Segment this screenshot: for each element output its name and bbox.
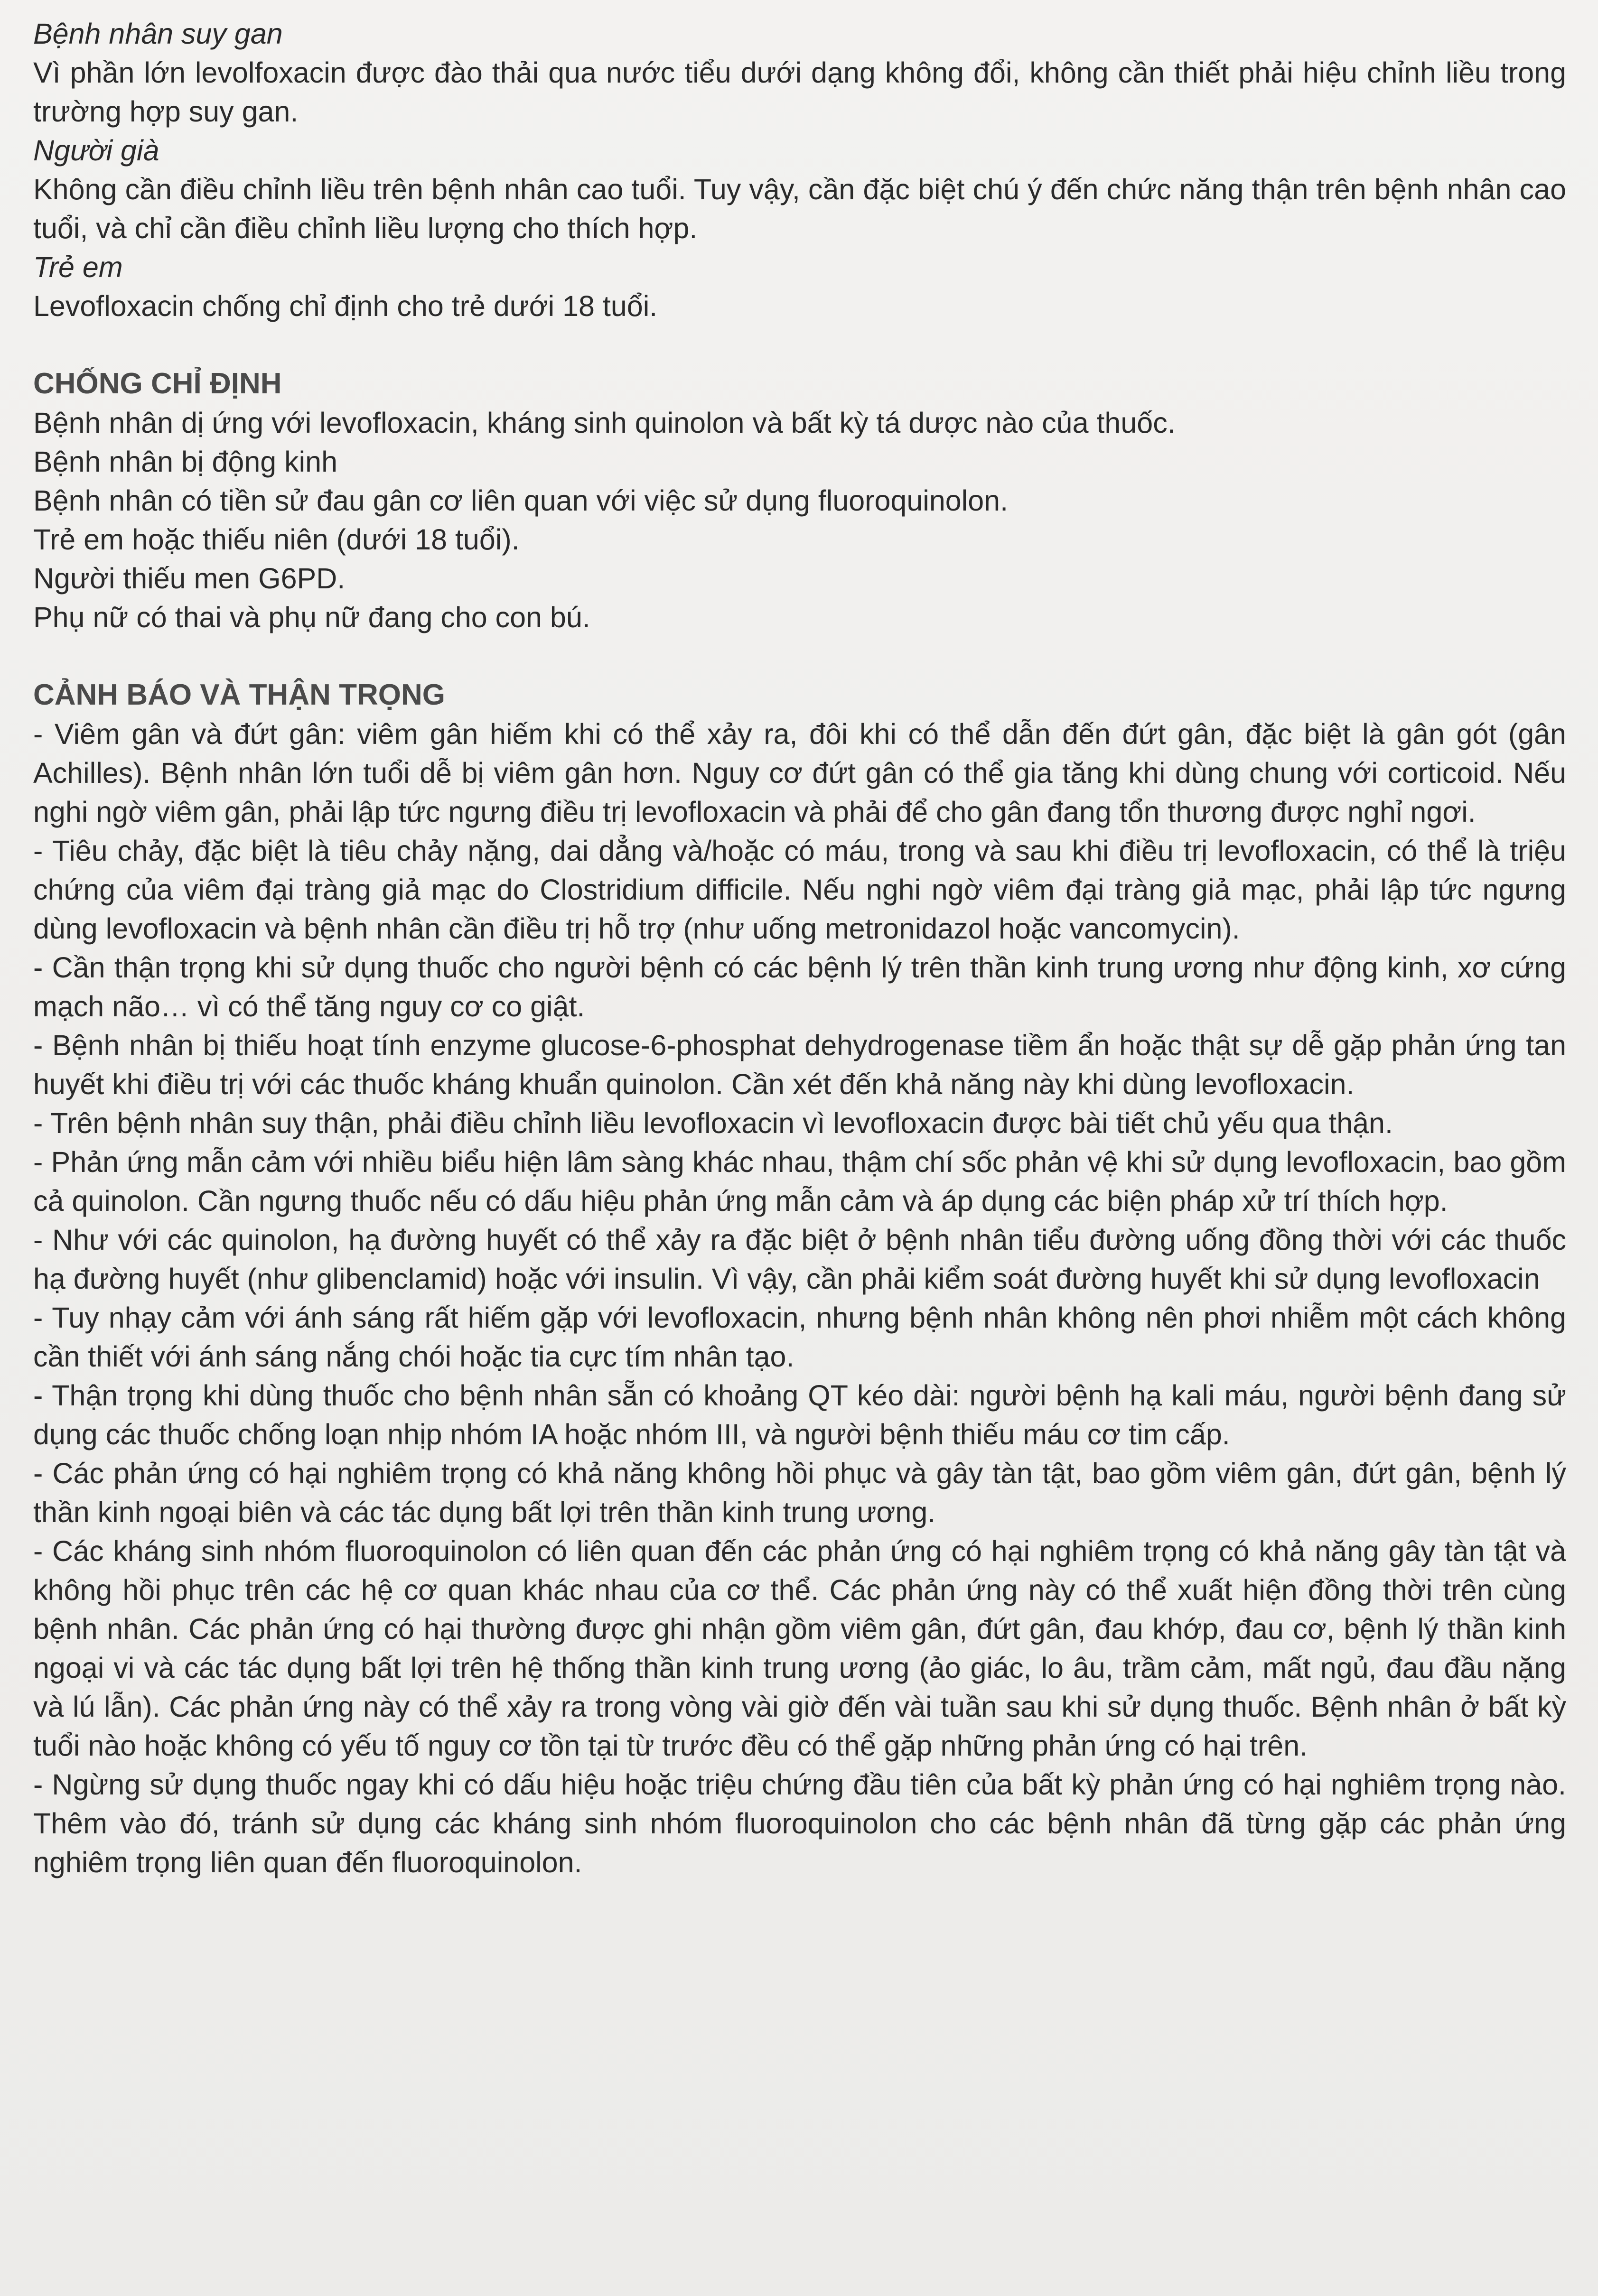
warning-item: - Các kháng sinh nhóm fluoroquinolon có liên quan đến các phản ứng có hại nghiêm trọng có khả năng gây tàn tật và không hồi phục trên các hệ cơ quan khác nhau của cơ thể. Các phản ứng này có thể xuất hiện đồng thời trên cùng bệnh nhân. Các phản ứng có hại thường được ghi nhận gồm viêm gân, đứt gân, đau khớp, đau cơ, bệnh lý thần kinh ngoại vi và các tác dụng bất lợi trên hệ thống thần kinh trung ương (ảo giác, lo âu, trầm cảm, mất ngủ, đau đầu nặng và lú lẫn). Các phản ứng này có thể xảy ra trong vòng vài giờ đến vài tuần sau khi sử dụng thuốc. Bệnh nhân ở bất kỳ tuổi nào hoặc không có yếu tố nguy cơ tồn tại từ trước đều có thể gặp những phản ứng có hại trên. [33,1535,1566,1762]
heading-warnings: CẢNH BÁO VÀ THẬN TRỌNG [33,679,445,711]
subheading-elderly: Người già [33,134,159,167]
contraindication-item: Bệnh nhân bị động kinh [33,446,338,478]
contraindication-item: Bệnh nhân có tiền sử đau gân cơ liên quan với việc sử dụng fluoroquinolon. [33,484,1009,517]
contraindication-item: Trẻ em hoặc thiếu niên (dưới 18 tuổi). [33,523,520,556]
paragraph-children: Levofloxacin chống chỉ định cho trẻ dưới 18 tuổi. [33,290,658,322]
warning-item: - Cần thận trọng khi sử dụng thuốc cho người bệnh có các bệnh lý trên thần kinh trung ương như động kinh, xơ cứng mạch não… vì có thể tăng nguy cơ co giật. [33,951,1566,1023]
subheading-liver: Bệnh nhân suy gan [33,18,283,50]
heading-contraindications: CHỐNG CHỈ ĐỊNH [33,367,282,400]
warning-item: - Phản ứng mẫn cảm với nhiều biểu hiện lâm sàng khác nhau, thậm chí sốc phản vệ khi sử dụng levofloxacin, bao gồm cả quinolon. Cần ngưng thuốc nếu có dấu hiệu phản ứng mẫn cảm và áp dụng các biện pháp xử trí thích hợp. [33,1146,1566,1217]
warning-item: - Bệnh nhân bị thiếu hoạt tính enzyme glucose-6-phosphat dehydrogenase tiềm ẩn hoặc thật sự dễ gặp phản ứng tan huyết khi điều trị với các thuốc kháng khuẩn quinolon. Cần xét đến khả năng này khi dùng levofloxacin. [33,1029,1566,1100]
warning-item: - Ngừng sử dụng thuốc ngay khi có dấu hiệu hoặc triệu chứng đầu tiên của bất kỳ phản ứng có hại nghiêm trọng nào. Thêm vào đó, tránh sử dụng các kháng sinh nhóm fluoroquinolon cho các bệnh nhân đã từng gặp các phản ứng nghiêm trọng liên quan đến fluoroquinolon. [33,1768,1566,1878]
paragraph-liver: Vì phần lớn levolfoxacin được đào thải qua nước tiểu dưới dạng không đổi, không cần thiết phải hiệu chỉnh liều trong trường hợp suy gan. [33,56,1566,128]
contraindication-item: Người thiếu men G6PD. [33,562,346,595]
warning-item: - Trên bệnh nhân suy thận, phải điều chỉnh liều levofloxacin vì levofloxacin được bài tiết chủ yếu qua thận. [33,1107,1393,1139]
warning-item: - Các phản ứng có hại nghiêm trọng có khả năng không hồi phục và gây tàn tật, bao gồm viêm gân, đứt gân, bệnh lý thần kinh ngoại biên và các tác dụng bất lợi trên thần kinh trung ương. [33,1457,1566,1528]
warning-item: - Tiêu chảy, đặc biệt là tiêu chảy nặng, dai dẳng và/hoặc có máu, trong và sau khi điều trị levofloxacin, có thể là triệu chứng của viêm đại tràng giả mạc do Clostridium difficile. Nếu nghi ngờ viêm đại tràng giả mạc, phải lập tức ngưng dùng levofloxacin và bệnh nhân cần điều trị hỗ trợ (như uống metronidazol hoặc vancomycin). [33,835,1566,945]
warning-item: - Thận trọng khi dùng thuốc cho bệnh nhân sẵn có khoảng QT kéo dài: người bệnh hạ kali máu, người bệnh đang sử dụng các thuốc chống loạn nhịp nhóm IA hoặc nhóm III, và người bệnh thiếu máu cơ tim cấp. [33,1379,1566,1450]
warning-item: - Viêm gân và đứt gân: viêm gân hiếm khi có thể xảy ra, đôi khi có thể dẫn đến đứt gân, đặc biệt là gân gót (gân Achilles). Bệnh nhân lớn tuổi dễ bị viêm gân hơn. Nguy cơ đứt gân có thể gia tăng khi dùng chung với corticoid. Nếu nghi ngờ viêm gân, phải lập tức ngưng điều trị levofloxacin và phải để cho gân đang tổn thương được nghỉ ngơi. [33,718,1566,828]
warning-item: - Tuy nhạy cảm với ánh sáng rất hiếm gặp với levofloxacin, nhưng bệnh nhân không nên phơi nhiễm một cách không cần thiết với ánh sáng nắng chói hoặc tia cực tím nhân tạo. [33,1301,1566,1373]
document-body [33,14,1566,1882]
warning-item: - Như với các quinolon, hạ đường huyết có thể xảy ra đặc biệt ở bệnh nhân tiểu đường uống đồng thời với các thuốc hạ đường huyết (như glibenclamid) hoặc với insulin. Vì vậy, cần phải kiểm soát đường huyết khi sử dụng levofloxacin [33,1224,1566,1295]
contraindication-item: Phụ nữ có thai và phụ nữ đang cho con bú. [33,601,590,633]
section-gap [33,325,1566,364]
paragraph-elderly: Không cần điều chỉnh liều trên bệnh nhân cao tuổi. Tuy vậy, cần đặc biệt chú ý đến chức năng thận trên bệnh nhân cao tuổi, và chỉ cần điều chỉnh liều lượng cho thích hợp. [33,173,1566,244]
contraindication-item: Bệnh nhân dị ứng với levofloxacin, kháng sinh quinolon và bất kỳ tá dược nào của thuốc. [33,407,1176,439]
subheading-children: Trẻ em [33,251,123,283]
section-gap [33,637,1566,676]
